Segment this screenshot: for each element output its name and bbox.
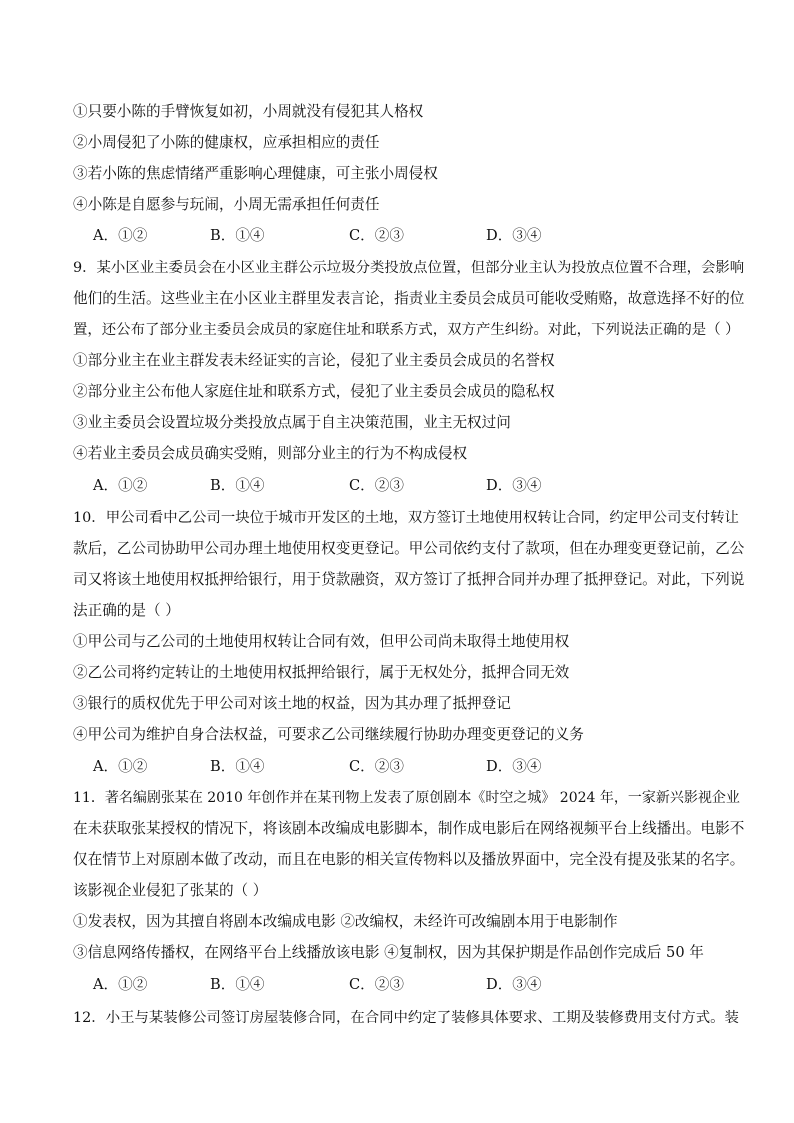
q8-statement-1: ①只要小陈的手臂恢复如初，小周就没有侵犯其人格权 [73,103,424,120]
q10-options [93,757,733,777]
q8-statement-3: ③若小陈的焦虑情绪严重影响心理健康，可主张小周侵权 [73,165,438,182]
q10-option-d: D．③④ [486,758,542,775]
q9-option-a: A．①② [93,477,148,494]
q11-stem-line-2: 在未获取张某授权的情况下，将该剧本改编成电影脚本，制作成电影后在网络视频平台上线播出。电影不 [73,820,745,837]
q9-statement-4: ④若业主委员会成员确实受贿，则部分业主的行为不构成侵权 [73,445,468,462]
q10-option-a: A．①② [93,758,148,775]
q11-option-d: D．③④ [486,976,542,993]
q11-option-b: B．①④ [210,976,265,993]
q10-option-c: C．②③ [349,758,404,775]
q10-stem-line-3: 司又将该土地使用权抵押给银行，用于贷款融资，双方签订了抵押合同并办理了抵押登记。对此，下列说 [73,571,745,588]
q11-option-c: C．②③ [349,976,404,993]
q8-option-a: A．①② [93,227,148,244]
q10-statement-4: ④甲公司为维护自身合法权益，可要求乙公司继续履行协助办理变更登记的义务 [73,726,584,743]
q10-statement-3: ③银行的质权优先于甲公司对该土地的权益，因为其办理了抵押登记 [73,695,511,712]
q11-stem-line-4: 该影视企业侵犯了张某的（ ） [73,882,268,899]
q9-option-b: B．①④ [210,477,265,494]
q9-stem-line-2: 他们的生活。这些业主在小区业主群里发表言论，指责业主委员会成员可能收受贿赂，故意选择不好的位 [73,290,745,307]
q10-statement-2: ②乙公司将约定转让的土地使用权抵押给银行，属于无权处分，抵押合同无效 [73,664,570,681]
q11-stem-line-1: 11．著名编剧张某在 2010 年创作并在某刊物上发表了原创剧本《时空之城》 2024 年，一家新兴影视企业 [73,790,740,806]
q11-options [93,975,733,995]
q10-statement-1: ①甲公司与乙公司的土地使用权转让合同有效，但甲公司尚未取得土地使用权 [73,633,570,650]
q8-option-b: B．①④ [210,227,265,244]
q9-options [93,476,733,496]
q11-statements-row-1: ①发表权，因为其擅自将剧本改编成电影 ②改编权，未经许可改编剧本用于电影制作 [73,913,618,930]
q11-option-a: A．①② [93,976,148,993]
q9-statement-3: ③业主委员会设置垃圾分类投放点属于自主决策范围，业主无权过问 [73,414,511,431]
q10-stem-line-4: 法正确的是（ ） [73,602,180,619]
q8-statement-4: ④小陈是自愿参与玩闹，小周无需承担任何责任 [73,196,380,213]
q10-stem-line-2: 款后，乙公司协助甲公司办理土地使用权变更登记。甲公司依约支付了款项，但在办理变更登记前，乙公 [73,540,745,557]
q9-option-c: C．②③ [349,477,404,494]
q9-option-d: D．③④ [486,477,542,494]
q8-option-d: D．③④ [486,227,542,244]
q8-statement-2: ②小周侵犯了小陈的健康权，应承担相应的责任 [73,134,380,151]
q10-stem-line-1: 10．甲公司看中乙公司一块位于城市开发区的土地，双方签订土地使用权转让合同，约定甲公司支付转让 [73,510,739,526]
q8-option-c: C．②③ [349,227,404,244]
q11-statements-row-2: ③信息网络传播权，在网络平台上线播放该电影 ④复制权，因为其保护期是作品创作完成后 50 年 [73,944,704,961]
q9-statement-1: ①部分业主在业主群发表未经证实的言论，侵犯了业主委员会成员的名誉权 [73,352,555,369]
q10-option-b: B．①④ [210,758,265,775]
q12-stem-line-1: 12．小王与某装修公司签订房屋装修合同，在合同中约定了装修具体要求、工期及装修费用支付方式。装 [73,1010,739,1026]
q11-stem-line-3: 仅在情节上对原剧本做了改动，而且在电影的相关宣传物料以及播放界面中，完全没有提及张某的名字。 [73,851,745,868]
q8-options [93,226,733,246]
q9-statement-2: ②部分业主公布他人家庭住址和联系方式，侵犯了业主委员会成员的隐私权 [73,383,555,400]
q9-stem-line-3: 置，还公布了部分业主委员会成员的家庭住址和联系方式，双方产生纠纷。对此，下列说法正确的是（ ） [73,322,740,338]
q9-stem-line-1: 9．某小区业主委员会在小区业主群公示垃圾分类投放点位置，但部分业主认为投放点位置不合理，会影响 [73,260,745,276]
